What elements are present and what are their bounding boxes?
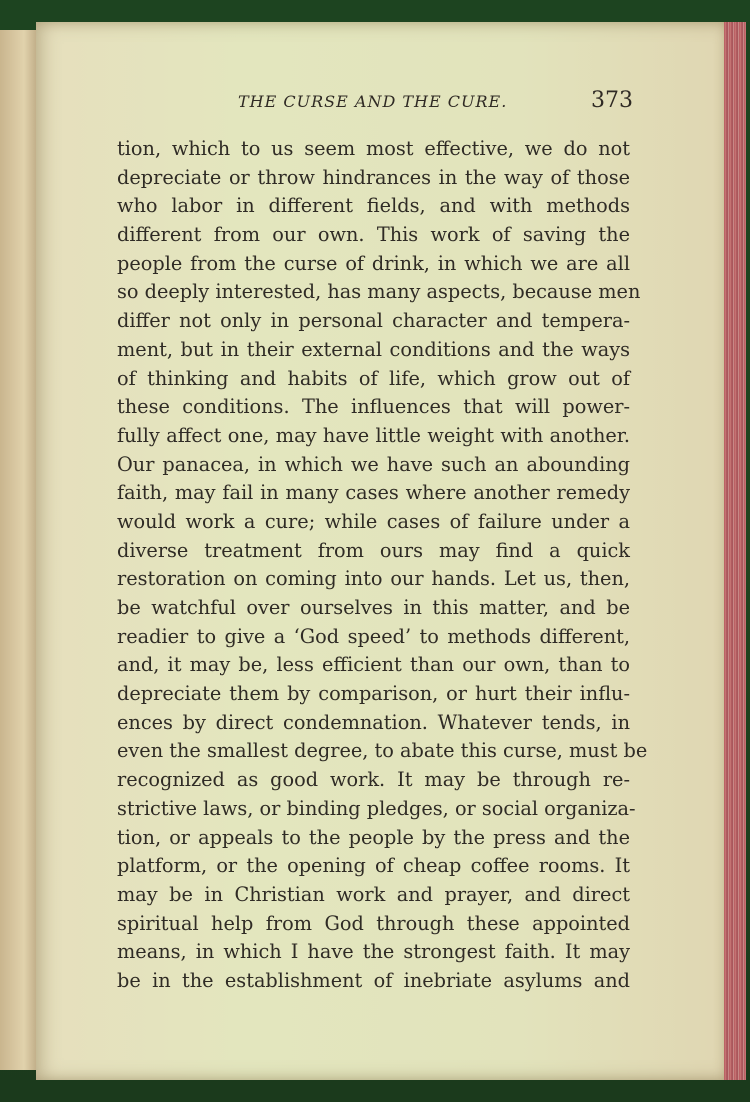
text-line: spiritual help from God through these appointed <box>117 911 630 935</box>
text-line: tion, or appeals to the people by the press and the <box>117 825 630 849</box>
text-line: fully affect one, may have little weight with another. <box>117 423 630 447</box>
text-line: would work a cure; while cases of failure under a <box>117 509 630 533</box>
text-line: people from the curse of drink, in which we are all <box>117 251 630 275</box>
text-line: be watchful over ourselves in this matter, and be <box>117 596 630 619</box>
text-line: strictive laws, or binding pledges, or social organiza- <box>117 796 636 820</box>
text-line: depreciate or throw hindrances in the way of those <box>117 165 630 189</box>
text-line: readier to give a ‘God speed’ to methods different, <box>117 624 630 648</box>
text-line: of thinking and habits of life, which grow out of <box>117 366 630 390</box>
text-line: and, it may be, less efficient than our own, than to <box>117 653 630 677</box>
text-line: ences by direct condemnation. Whatever tends, in <box>117 710 630 734</box>
running-head: THE CURSE AND THE CURE. <box>238 92 508 111</box>
text-line: recognized as good work. It may be through re- <box>117 768 630 792</box>
text-line: restoration on coming into our hands. Let us, then, <box>117 567 630 591</box>
text-line: faith, may fail in many cases where another remedy <box>117 481 630 505</box>
text-line: be in the establishment of inebriate asylums and <box>117 968 630 992</box>
text-line: may be in Christian work and prayer, and direct <box>117 882 630 906</box>
text-line: diverse treatment from ours may find a quick <box>117 538 630 562</box>
text-line: differ not only in personal character and tempera- <box>117 309 630 333</box>
text-line: even the smallest degree, to abate this curse, must be <box>117 739 648 763</box>
text-line: these conditions. The influences that will power- <box>117 395 630 419</box>
text-line: platform, or the opening of cheap coffee rooms. It <box>117 854 630 878</box>
text-line: tion, which to us seem most effective, we do not <box>117 137 630 160</box>
text-line: different from our own. This work of saving the <box>117 223 630 247</box>
text-line: so deeply interested, has many aspects, because men <box>117 280 641 304</box>
page-block-edge <box>724 22 746 1080</box>
text-line: depreciate them by comparison, or hurt their influ- <box>117 682 630 706</box>
text-line: means, in which I have the strongest faith. It may <box>117 940 630 964</box>
page-number: 373 <box>591 88 633 113</box>
text-line: who labor in different fields, and with methods <box>117 194 630 218</box>
text-line: ment, but in their external conditions and the ways <box>117 337 630 361</box>
body-text <box>117 135 648 996</box>
page-header <box>238 88 633 122</box>
text-line: Our panacea, in which we have such an abounding <box>117 452 630 476</box>
